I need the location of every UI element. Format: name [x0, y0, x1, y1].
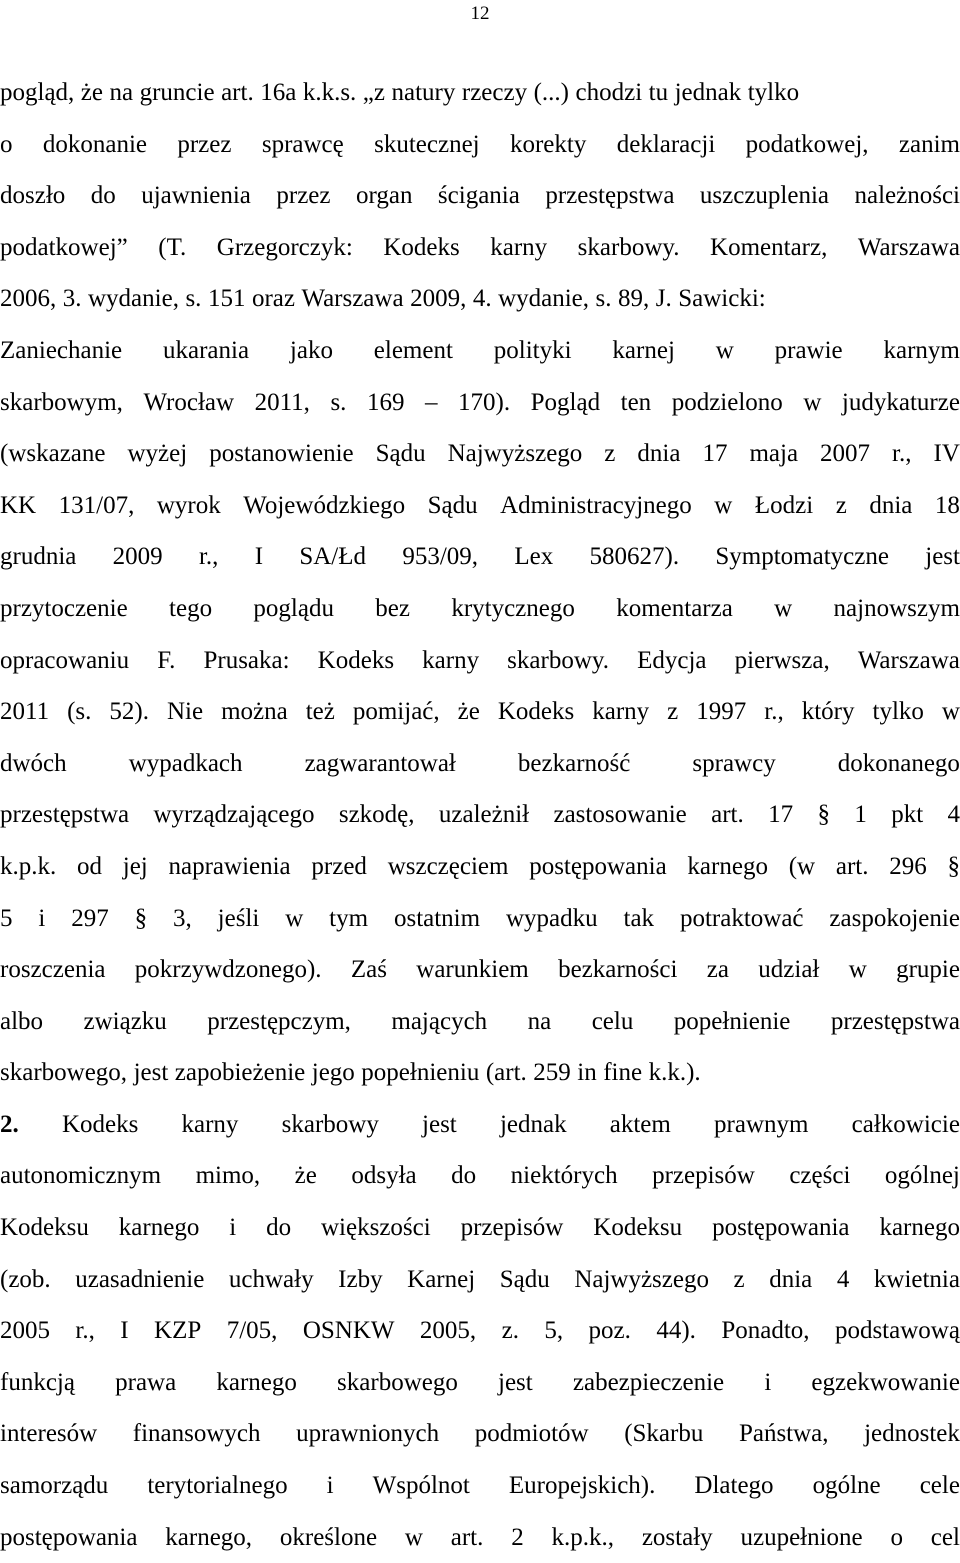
text-line: (wskazane wyżej postanowienie Sądu Najwyższego z dnia 17 maja 2007 r., IV	[0, 440, 960, 468]
text-line: doszło do ujawnienia przez organ ścigania przestępstwa uszczuplenia należności	[0, 182, 960, 210]
text-line: autonomicznym mimo, że odsyła do niektórych przepisów części ogólnej	[0, 1162, 960, 1190]
text-line: 5 i 297 § 3, jeśli w tym ostatnim wypadku tak potraktować zaspokojenie	[0, 904, 960, 932]
text-line: Kodeksu karnego i do większości przepisów Kodeksu postępowania karnego	[0, 1214, 960, 1242]
text-line: interesów finansowych uprawnionych podmiotów (Skarbu Państwa, jednostek	[0, 1420, 960, 1448]
text-line: podatkowej” (T. Grzegorczyk: Kodeks karny skarbowy. Komentarz, Warszawa	[0, 233, 960, 261]
text-line: funkcją prawa karnego skarbowego jest zabezpieczenie i egzekwowanie	[0, 1368, 960, 1396]
text-line: 2. Kodeks karny skarbowy jest jednak aktem prawnym całkowicie	[0, 1099, 960, 1151]
text-line: albo związku przestępczym, mających na celu popełnienie przestępstwa	[0, 1007, 960, 1035]
text-line: przestępstwa wyrządzającego szkodę, uzależnił zastosowanie art. 17 § 1 pkt 4	[0, 801, 960, 829]
text-line: (zob. uzasadnienie uchwały Izby Karnej Sądu Najwyższego z dnia 4 kwietnia	[0, 1265, 960, 1293]
text-line: skarbowym, Wrocław 2011, s. 169 – 170). Pogląd ten podzielono w judykaturze	[0, 388, 960, 416]
text-line: przytoczenie tego poglądu bez krytycznego komentarza w najnowszym	[0, 594, 960, 622]
page-number: 12	[470, 3, 490, 24]
text-line: 2005 r., I KZP 7/05, OSNKW 2005, z. 5, poz. 44). Ponadto, podstawową	[0, 1317, 960, 1345]
text-line: postępowania karnego, określone w art. 2 k.p.k., zostały uzupełnione o cel	[0, 1523, 960, 1551]
text-line: o dokonanie przez sprawcę skutecznej korekty deklaracji podatkowej, zanim	[0, 130, 960, 158]
text-line: 2006, 3. wydanie, s. 151 oraz Warszawa 2009, 4. wydanie, s. 89, J. Sawicki:	[0, 285, 766, 313]
text-line: 2011 (s. 52). Nie można też pomijać, że Kodeks karny z 1997 r., który tylko w	[0, 698, 960, 726]
text-line: samorządu terytorialnego i Wspólnot Europejskich). Dlatego ogólne cele	[0, 1472, 960, 1500]
text-line: Zaniechanie ukarania jako element polityki karnej w prawie karnym	[0, 336, 960, 364]
body-text	[0, 67, 960, 1563]
text-line: dwóch wypadkach zagwarantował bezkarność sprawcy dokonanego	[0, 749, 960, 777]
text-line: skarbowego, jest zapobieżenie jego popełnieniu (art. 259 in fine k.k.).	[0, 1059, 701, 1087]
text-line: k.p.k. od jej naprawienia przed wszczęciem postępowania karnego (w art. 296 §	[0, 852, 960, 880]
section-number: 2.	[0, 1110, 19, 1138]
text-line: pogląd, że na gruncie art. 16a k.k.s. „z natury rzeczy (...) chodzi tu jednak tylko	[0, 79, 800, 106]
text-line: KK 131/07, wyrok Wojewódzkiego Sądu Administracyjnego w Łodzi z dnia 18	[0, 491, 960, 519]
text-line: opracowaniu F. Prusaka: Kodeks karny skarbowy. Edycja pierwsza, Warszawa	[0, 646, 960, 674]
text-line: roszczenia pokrzywdzonego). Zaś warunkiem bezkarności za udział w grupie	[0, 956, 960, 984]
text-line: grudnia 2009 r., I SA/Łd 953/09, Lex 580627). Symptomatyczne jest	[0, 543, 960, 571]
